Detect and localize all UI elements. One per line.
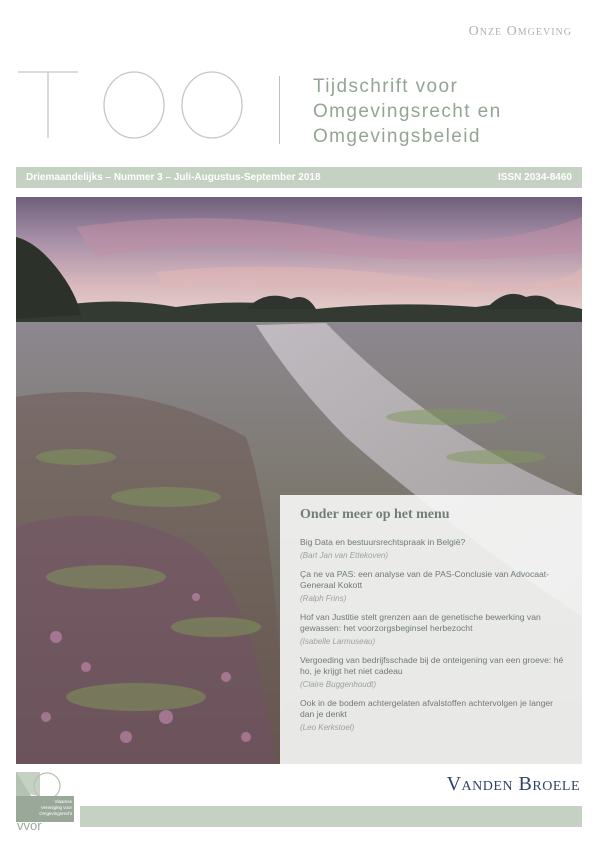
article-author: (Claire Buggenhoudt) bbox=[300, 680, 377, 689]
article-item bbox=[300, 655, 564, 689]
issue-info-bar bbox=[16, 167, 582, 188]
menu-panel bbox=[280, 495, 582, 764]
article-title: Hof van Justitie stelt grenzen aan de genetische bewerking van gewassen: het voorzorgsbeginsel herbezocht bbox=[300, 612, 541, 633]
article-item bbox=[300, 698, 564, 732]
article-title: Big Data en bestuursrechtspraak in België? bbox=[300, 537, 466, 547]
subtitle-line-1: Tijdschrift voor bbox=[313, 76, 459, 97]
logo-text: TOO bbox=[16, 68, 19, 69]
vvor-acronym: vvor bbox=[17, 818, 42, 832]
vvor-logo bbox=[16, 772, 74, 832]
article-title: Ça ne va PAS: een analyse van de PAS-Conclusie van Advocaat-Generaal Kokott bbox=[300, 569, 550, 590]
menu-title: Onder meer op het menu bbox=[300, 507, 450, 522]
article-author: (Ralph Frins) bbox=[300, 594, 347, 603]
article-author: (Isabelle Larmuseau) bbox=[300, 637, 376, 646]
article-title: Ook in de bodem achtergelaten afvalstoffen achtervolgen je langer dan je denkt bbox=[300, 698, 554, 719]
article-title: Vergoeding van bedrijfsschade bij de onteigening van een groeve: hé ho, je krijgt het niet cadeau bbox=[300, 655, 564, 676]
series-title: Onze Omgeving bbox=[468, 24, 572, 39]
header-divider bbox=[279, 76, 280, 144]
too-logo bbox=[16, 68, 256, 140]
subtitle-line-3: Omgevingsbeleid bbox=[313, 126, 481, 147]
journal-subtitle bbox=[313, 74, 583, 149]
issn-label: ISSN 2034-8460 bbox=[498, 172, 572, 183]
bottom-bar bbox=[80, 806, 582, 827]
vvor-line-1: Vlaamse bbox=[54, 799, 72, 804]
publisher-logo: Vanden Broele bbox=[446, 773, 580, 795]
article-item bbox=[300, 569, 564, 603]
article-author: (Leo Kerkstoel) bbox=[300, 723, 355, 732]
article-author: (Bart Jan van Ettekoven) bbox=[300, 551, 389, 560]
subtitle-line-2: Omgevingsrecht en bbox=[313, 101, 502, 122]
issue-label: Driemaandelijks – Nummer 3 – Juli-Augustus-September 2018 bbox=[26, 172, 321, 183]
article-item bbox=[300, 537, 564, 560]
vvor-line-2: Vereniging voor bbox=[40, 805, 72, 810]
article-item bbox=[300, 612, 564, 646]
vvor-line-3: Omgevingsrecht bbox=[39, 811, 72, 816]
